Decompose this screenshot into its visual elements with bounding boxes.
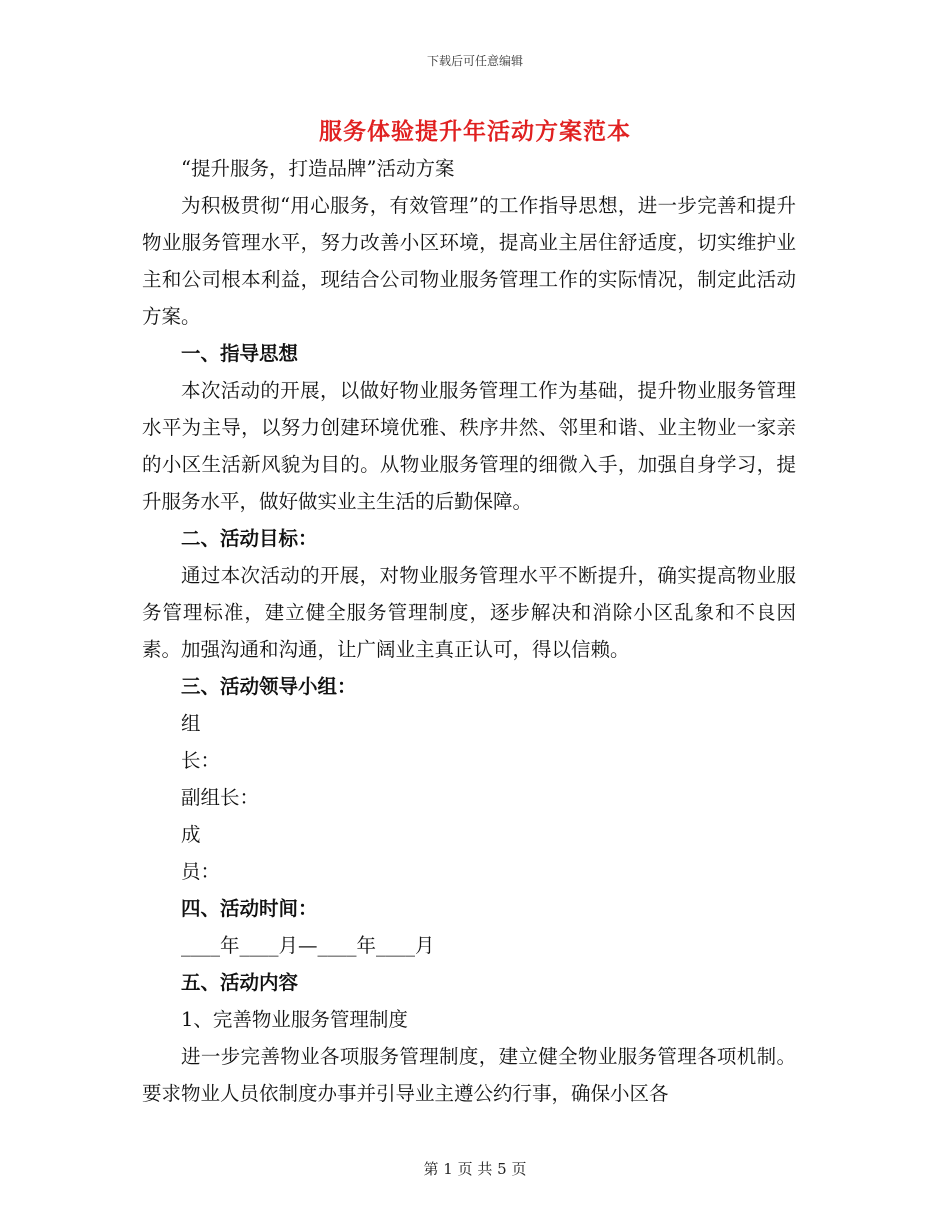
activity-time-blank: ____年____月—____年____月	[181, 934, 435, 957]
leadership-line: 长：	[181, 749, 221, 772]
subtitle: “提升服务，打造品牌”活动方案	[181, 157, 455, 180]
section-heading-content: 五、活动内容	[181, 971, 299, 994]
section-heading-goals: 二、活动目标：	[181, 527, 318, 550]
page-number: 第 1 页 共 5 页	[423, 1160, 527, 1178]
document-body	[142, 150, 796, 1112]
document-title: 服务体验提升年活动方案范本	[319, 118, 631, 145]
section-heading-leadership-group: 三、活动领导小组：	[181, 675, 357, 698]
leadership-line: 员：	[181, 860, 221, 883]
section-body-goals: 通过本次活动的开展，对物业服务管理水平不断提升，确实提高物业服务管理标准，建立健全服务管理制度，逐步解决和消除小区乱象和不良因素。加强沟通和沟通，让广阔业主真正认可，得以信赖。	[142, 564, 796, 661]
leadership-line: 成	[181, 823, 201, 846]
section-heading-guiding-thought: 一、指导思想	[181, 342, 299, 365]
content-item-title: 1、完善物业服务管理制度	[181, 1008, 408, 1031]
intro-paragraph: 为积极贯彻“用心服务，有效管理”的工作指导思想，进一步完善和提升物业服务管理水平，努力改善小区环境，提高业主居住舒适度，切实维护业主和公司根本利益，现结合公司物业服务管理工作的实际情况，制定此活动方案。	[142, 194, 796, 328]
section-body-guiding-thought: 本次活动的开展，以做好物业服务管理工作为基础，提升物业服务管理水平为主导，以努力创建环境优雅、秩序井然、邻里和谐、业主物业一家亲的小区生活新风貌为目的。从物业服务管理的细微入手，加强自身学习，提升服务水平，做好做实业主生活的后勤保障。	[142, 379, 796, 513]
header-note: 下载后可任意编辑	[426, 54, 523, 68]
section-heading-time: 四、活动时间：	[181, 897, 318, 920]
leadership-line: 副组长：	[181, 786, 260, 809]
leadership-line: 组	[181, 712, 201, 735]
content-item-body: 进一步完善物业各项服务管理制度，建立健全物业服务管理各项机制。要求物业人员依制度办事并引导业主遵公约行事，确保小区各	[142, 1045, 796, 1105]
